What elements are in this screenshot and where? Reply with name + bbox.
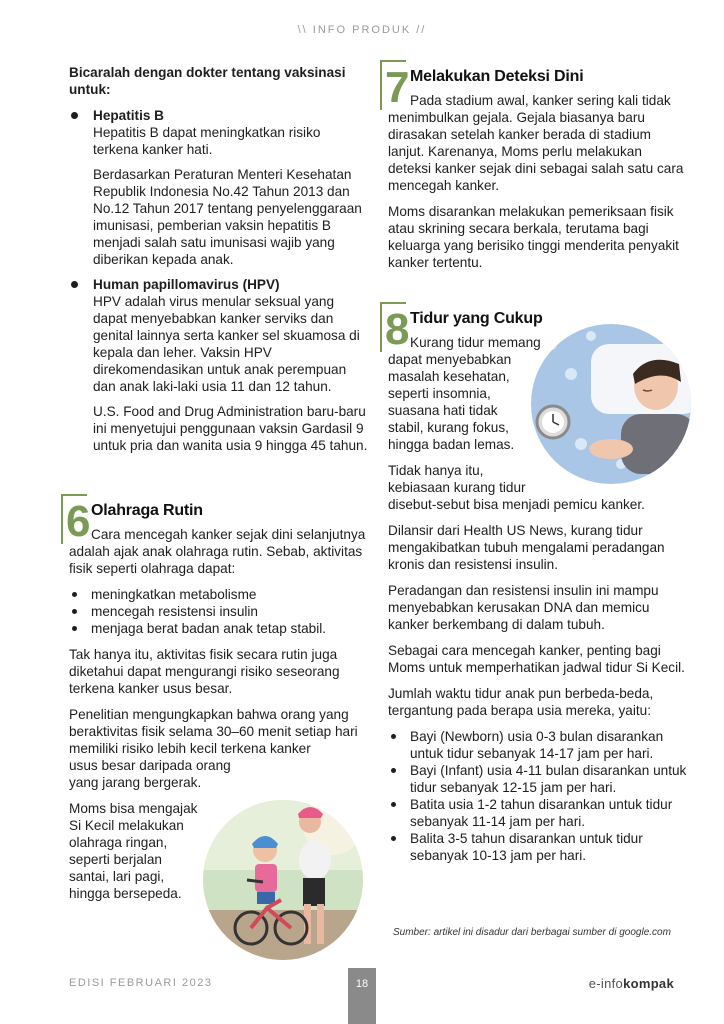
bullet-icon bbox=[71, 281, 78, 288]
list-item: Balita 3-5 tahun disarankan untuk tidur sebanyak 10-13 jam per hari. bbox=[388, 830, 688, 864]
text-line: Moms bisa mengajak bbox=[69, 801, 198, 816]
text-line: disebut-sebut bisa menjadi pemicu kanker. bbox=[388, 497, 645, 512]
text-line: olahraga ringan, bbox=[69, 835, 168, 850]
vaccine-title: Hepatitis B bbox=[93, 108, 165, 123]
vaccine-item-hepatitis-b bbox=[69, 107, 369, 268]
vaccine-item-hpv bbox=[69, 276, 369, 454]
left-column bbox=[66, 64, 369, 911]
list-item: menjaga berat badan anak tetap stabil. bbox=[69, 620, 369, 637]
section-number: 7 bbox=[385, 63, 410, 112]
text-line: usus besar daripada orang bbox=[69, 758, 231, 773]
brand-logo bbox=[589, 976, 674, 991]
vaccine-title: Human papillomavirus (HPV) bbox=[93, 277, 280, 292]
text-line: masalah kesehatan, bbox=[388, 369, 510, 384]
section-number-frame bbox=[380, 302, 410, 354]
list-item: mencegah resistensi insulin bbox=[69, 603, 369, 620]
edition-label: EDISI FEBRUARI 2023 bbox=[69, 977, 213, 989]
bullet-icon bbox=[71, 112, 78, 119]
brand-prefix: e-info bbox=[588, 976, 624, 991]
text-line: hingga bersepeda. bbox=[69, 886, 182, 901]
section-6-intro: Cara mencegah kanker sejak dini selanjutnya adalah ajak anak olahraga rutin. Sebab, aktivitas fisik seperti olahraga dapat: bbox=[69, 527, 366, 576]
text-line: Tidak hanya itu, bbox=[388, 463, 484, 478]
section-number: 8 bbox=[385, 305, 410, 354]
section-title: Olahraga Rutin bbox=[91, 502, 203, 519]
source-note: Sumber: artikel ini disadur dari berbagai sumber di google.com bbox=[393, 927, 671, 938]
text-line: kebiasaan kurang tidur bbox=[388, 480, 526, 495]
sleep-duration-list bbox=[388, 728, 688, 864]
benefit-list bbox=[69, 586, 369, 637]
vaccine-paragraph: Berdasarkan Peraturan Menteri Kesehatan Republik Indonesia No.42 Tahun 2013 dan No.12 Tahun 2017 tentang penyelenggaraan imunisasi, pemberian vaksin hepatitis B menjadi salah satu imunisasi wajib yang diberikan kepada anak. bbox=[93, 167, 362, 267]
section-6-paragraph: Tak hanya itu, aktivitas fisik secara rutin juga diketahui dapat mengurangi risiko seseorang terkena kanker usus besar. bbox=[69, 647, 340, 696]
section-6-paragraph bbox=[69, 706, 369, 791]
section-7-paragraph: Moms disarankan melakukan pemeriksaan fisik atau skrining secara berkala, terutama bagi keluarga yang berisiko tinggi menderita penyakit kanker tertentu. bbox=[388, 204, 679, 270]
list-item: Bayi (Newborn) usia 0-3 bulan disarankan untuk tidur sebanyak 14-17 jam per hari. bbox=[388, 728, 688, 762]
text-line: seperti berjalan bbox=[69, 852, 162, 867]
section-7-paragraph: Pada stadium awal, kanker sering kali tidak menimbulkan gejala. Gejala biasanya baru dirasakan setelah kanker berada di stadium lanjut. Karenanya, Moms perlu melakukan deteksi kanker sejak dini sebagai salah satu cara mencegah kanker. bbox=[388, 93, 684, 193]
page-number-box bbox=[348, 968, 376, 1024]
section-label: \\ INFO PRODUK // bbox=[297, 24, 427, 36]
list-item: Batita usia 1-2 tahun disarankan untuk tidur sebanyak 11-14 jam per hari. bbox=[388, 796, 688, 830]
vaccine-paragraph: U.S. Food and Drug Administration baru-baru ini menyetujui penggunaan vaksin Gardasil 9 untuk pria dan wanita usia 9 hingga 45 tahun. bbox=[93, 404, 368, 453]
text-line: hingga badan lemas. bbox=[388, 437, 515, 452]
text-line: Kurang tidur memang bbox=[410, 335, 541, 350]
section-title: Melakukan Deteksi Dini bbox=[410, 68, 584, 85]
child-bicycle-photo bbox=[203, 800, 363, 960]
section-7-heading bbox=[385, 63, 688, 112]
section-title: Tidur yang Cukup bbox=[410, 310, 543, 327]
brand-suffix: kompak bbox=[623, 976, 674, 991]
text-line: suasana hati tidak bbox=[388, 403, 498, 418]
section-number-frame bbox=[61, 494, 91, 546]
section-8-paragraph: Dilansir dari Health US News, kurang tidur mengakibatkan tubuh mengalami peradangan kronis dan resistensi insulin. bbox=[388, 523, 665, 572]
section-8-paragraph: Jumlah waktu tidur anak pun berbeda-beda, tergantung pada berapa usia mereka, yaitu: bbox=[388, 686, 654, 718]
section-number: 6 bbox=[66, 497, 91, 546]
section-8-paragraph: Sebagai cara mencegah kanker, penting bagi Moms untuk memperhatikan jadwal tidur Si Kecil. bbox=[388, 643, 685, 675]
vaccination-intro: Bicaralah dengan dokter tentang vaksinasi untuk: bbox=[69, 65, 346, 97]
list-item: Bayi (Infant) usia 4-11 bulan disarankan untuk tidur sebanyak 12-15 jam per hari. bbox=[388, 762, 688, 796]
text-line: santai, lari pagi, bbox=[69, 869, 165, 884]
text-line: Si Kecil melakukan bbox=[69, 818, 184, 833]
sleeping-child-photo bbox=[531, 324, 691, 484]
vaccine-paragraph: HPV adalah virus menular seksual yang dapat menyebabkan kanker serviks dan genital lainnya serta kanker sel skuamosa di kepala dan leher. Vaksin HPV direkomendasikan untuk anak perempuan dan anak laki-laki usia 11 dan 12 tahun. bbox=[93, 294, 360, 394]
section-number-frame bbox=[380, 60, 410, 112]
text-line: dapat menyebabkan bbox=[388, 352, 512, 367]
list-item: meningkatkan metabolisme bbox=[69, 586, 369, 603]
text-line: yang jarang bergerak. bbox=[69, 775, 202, 790]
section-6-heading bbox=[66, 497, 369, 546]
text-line: stabil, kurang fokus, bbox=[388, 420, 509, 435]
text-line: seperti insomnia, bbox=[388, 386, 491, 401]
vaccine-paragraph: Hepatitis B dapat meningkatkan risiko terkena kanker hati. bbox=[93, 125, 321, 157]
section-8-paragraph: Peradangan dan resistensi insulin ini mampu menyebabkan kerusakan DNA dan memicu kanker berkembang di dalam tubuh. bbox=[388, 583, 659, 632]
page-number: 18 bbox=[355, 978, 369, 990]
text-line: Penelitian mengungkapkan bahwa orang yang beraktivitas fisik selama 30–60 menit setiap hari memiliki risiko lebih kecil terkena kanker bbox=[69, 707, 358, 756]
